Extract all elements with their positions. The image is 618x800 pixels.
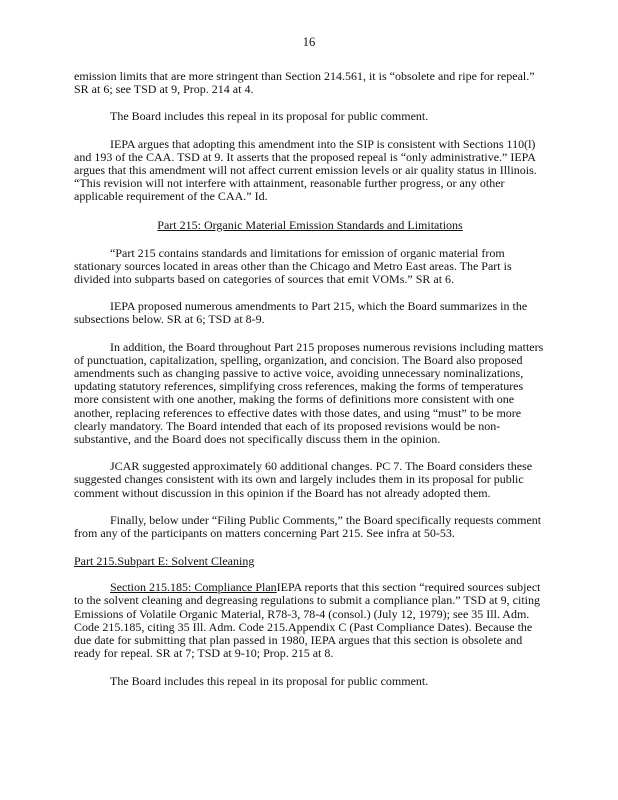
paragraph-jcar-changes: JCAR suggested approximately 60 additional changes. PC 7. The Board considers these suggested changes consistent with its own and largely includes them in its proposal for public comment without discussion in this opinion if the Board has not already adopted them.	[74, 459, 533, 500]
paragraph-filing-public-comments: Finally, below under “Filing Public Comments,” the Board specifically requests comment from any of the participants on matters concerning Part 215. See infra at 50-53.	[74, 512, 542, 541]
page-body	[74, 70, 546, 702]
section-215-185-body: IEPA reports that this section “required sources subject to the solvent cleaning and degreasing regulations to submit a compliance plan.” TSD at 9, citing Emissions of Volatile Organic Material, R78-3, 78-4 (consol.) (July 12, 1979); see 35 Ill. Adm. Code 215.185, citing 35 Ill. Adm. Code 215.Appendix C (Past Compliance Dates). Because the due date for submitting that plan passed in 1980, IEPA argues that this section is obsolete and ready for repeal. SR at 7; TSD at 9-10; Prop. 215 at 8.	[74, 580, 541, 661]
paragraph-board-includes-repeal-215: The Board includes this repeal in its proposal for public comment.	[110, 673, 429, 688]
paragraph-board-includes-repeal-214: The Board includes this repeal in its proposal for public comment.	[110, 109, 429, 124]
page-number: 16	[302, 35, 316, 49]
paragraph-board-revisions: In addition, the Board throughout Part 215 proposes numerous revisions including matters of punctuation, capitalization, spelling, organization, and concision. The Board also proposed amendments such as changing passive to active voice, avoiding unnecessary nominalizations, updating statutory references, simplifying cross references, making the forms of temperatures more consistent with one another, making the forms of definitions more consistent with one another, replacing references to effective dates with those dates, and using “must” to be more clearly mandatory. The Board intended that each of its proposed revisions would be non-substantive, and the Board does not specifically discuss them in the opinion.	[74, 339, 544, 447]
paragraph-part214-continuation: emission limits that are more stringent than Section 214.561, it is “obsolete and ripe for repeal.” SR at 6; see TSD at 9, Prop. 214 at 4.	[74, 69, 535, 97]
paragraph-iepa-amendments: IEPA proposed numerous amendments to Part 215, which the Board summarizes in the subsections below. SR at 6; TSD at 8-9.	[74, 299, 528, 327]
subpart-heading-solvent-cleaning: Part 215.Subpart E: Solvent Cleaning	[74, 554, 255, 569]
paragraph-part215-description: “Part 215 contains standards and limitations for emission of organic material from stationary sources located in areas other than the Chicago and Metro East areas. The Part is divided into subparts based on categories of sources that emit VOMs.” SR at 6.	[74, 245, 512, 287]
paragraph-section-215-185	[74, 581, 546, 660]
paragraph-iepa-sip-argument: IEPA argues that adopting this amendment into the SIP is consistent with Sections 110(l) and 193 of the CAA. TSD at 9. It asserts that the proposed repeal is “only administrative.” IEPA argues that this amendment will not affect current emission levels or air quality status in Illinois. “This revision will not interfere with attainment, reasonable further progress, or any other applicable requirement of the CAA.” Id.	[74, 136, 537, 204]
section-heading-215-185: Section 215.185: Compliance Plan	[110, 580, 277, 595]
section-heading-part-215: Part 215: Organic Material Emission Standards and Limitations	[157, 217, 463, 232]
